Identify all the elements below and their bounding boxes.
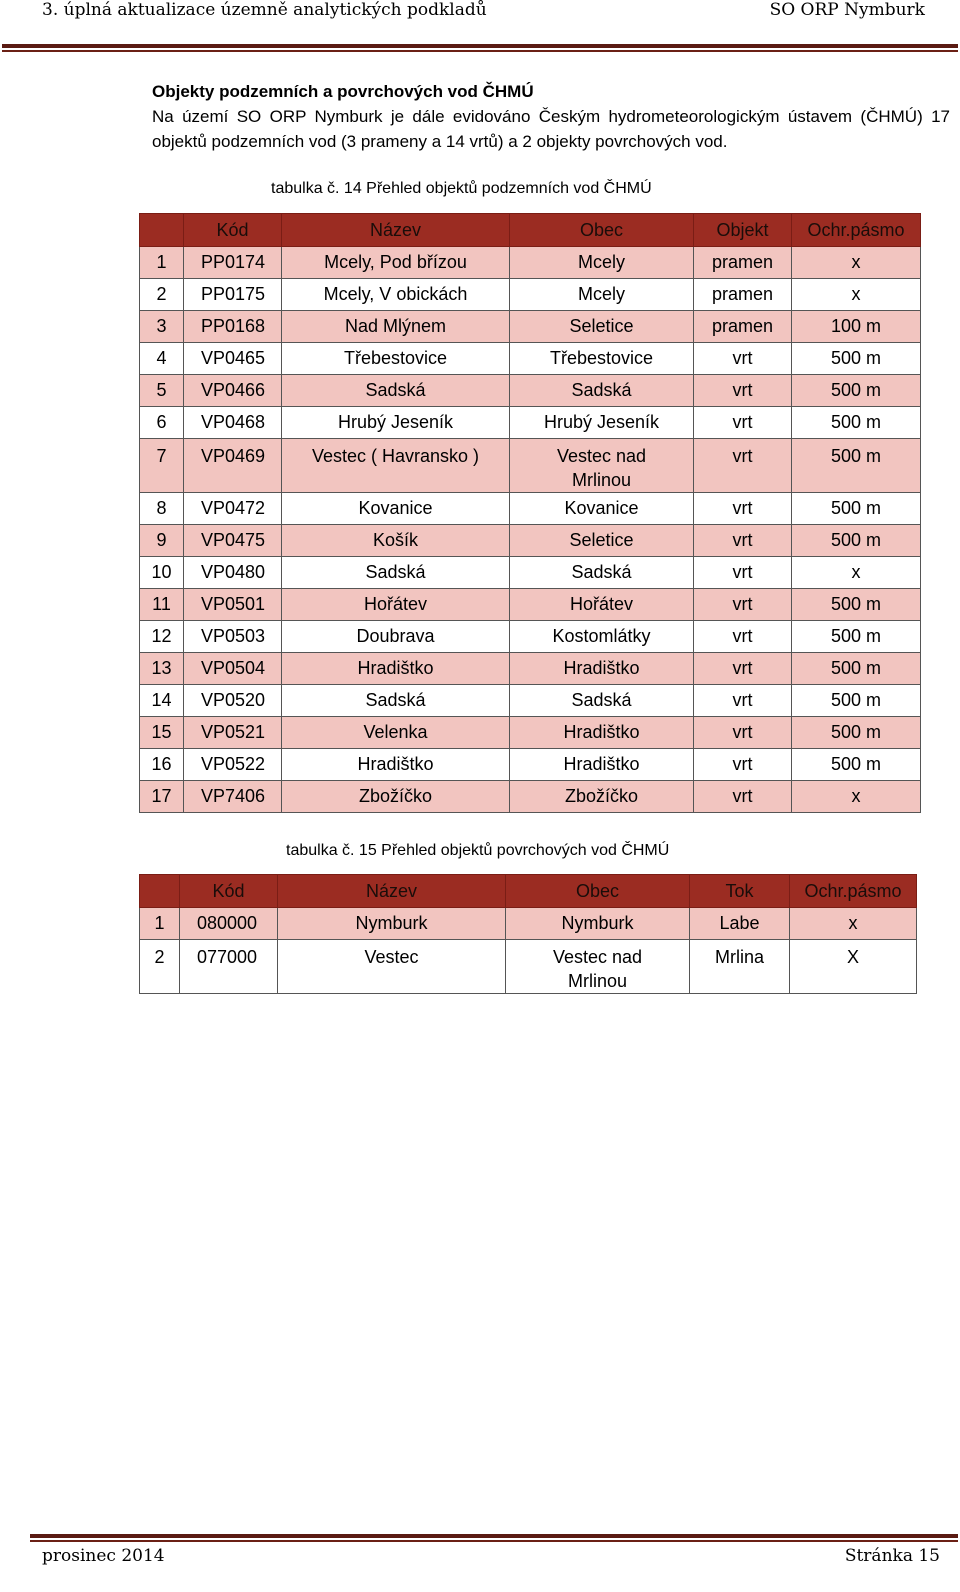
table15-header-code: Kód xyxy=(180,875,278,908)
cell-object: pramen xyxy=(694,279,792,311)
cell-code: VP0521 xyxy=(184,717,282,749)
cell-code: 080000 xyxy=(180,908,278,940)
cell-index: 14 xyxy=(140,685,184,717)
cell-protection-zone: 500 m xyxy=(792,717,921,749)
table-row xyxy=(140,685,921,717)
cell-object: vrt xyxy=(694,439,792,493)
cell-name: Sadská xyxy=(282,685,510,717)
cell-code: VP0480 xyxy=(184,557,282,589)
table15-header-name: Název xyxy=(278,875,506,908)
cell-protection-zone: 500 m xyxy=(792,621,921,653)
cell-protection-zone: x xyxy=(792,781,921,813)
cell-code: PP0175 xyxy=(184,279,282,311)
table14-header-name: Název xyxy=(282,214,510,247)
cell-code: VP0466 xyxy=(184,375,282,407)
header-organization: SO ORP Nymburk xyxy=(769,0,925,20)
cell-stream: Mrlina xyxy=(690,940,790,994)
cell-protection-zone: 500 m xyxy=(792,343,921,375)
cell-name: Velenka xyxy=(282,717,510,749)
cell-protection-zone: 100 m xyxy=(792,311,921,343)
table15-body xyxy=(140,908,917,994)
cell-protection-zone: 500 m xyxy=(792,589,921,621)
cell-index: 6 xyxy=(140,407,184,439)
cell-object: vrt xyxy=(694,621,792,653)
cell-municipality: Sadská xyxy=(510,685,694,717)
table-row xyxy=(140,557,921,589)
cell-protection-zone: 500 m xyxy=(792,653,921,685)
cell-protection-zone: x xyxy=(790,908,917,940)
cell-protection-zone: X xyxy=(790,940,917,994)
table-row xyxy=(140,653,921,685)
cell-protection-zone: 500 m xyxy=(792,525,921,557)
table-row xyxy=(140,439,921,493)
cell-index: 2 xyxy=(140,940,180,994)
cell-index: 1 xyxy=(140,247,184,279)
table15-header-protection-zone: Ochr.pásmo xyxy=(790,875,917,908)
cell-municipality: Nymburk xyxy=(506,908,690,940)
cell-code: VP0503 xyxy=(184,621,282,653)
cell-object: vrt xyxy=(694,407,792,439)
cell-name: Košík xyxy=(282,525,510,557)
cell-name: Nymburk xyxy=(278,908,506,940)
cell-municipality: Seletice xyxy=(510,311,694,343)
cell-code: VP0465 xyxy=(184,343,282,375)
cell-index: 7 xyxy=(140,439,184,493)
table-row xyxy=(140,621,921,653)
cell-index: 1 xyxy=(140,908,180,940)
cell-index: 15 xyxy=(140,717,184,749)
table-row xyxy=(140,279,921,311)
cell-protection-zone: 500 m xyxy=(792,407,921,439)
cell-code: VP0469 xyxy=(184,439,282,493)
cell-name: Mcely, V obickách xyxy=(282,279,510,311)
cell-municipality: Mcely xyxy=(510,279,694,311)
section-title: Objekty podzemních a povrchových vod ČHMÚ xyxy=(152,82,534,101)
cell-index: 9 xyxy=(140,525,184,557)
table14-header-code: Kód xyxy=(184,214,282,247)
cell-municipality: Hořátev xyxy=(510,589,694,621)
cell-protection-zone: x xyxy=(792,279,921,311)
cell-name: Doubrava xyxy=(282,621,510,653)
table-row xyxy=(140,908,917,940)
cell-code: PP0174 xyxy=(184,247,282,279)
cell-municipality: Mcely xyxy=(510,247,694,279)
cell-municipality: Kovanice xyxy=(510,493,694,525)
table15-header-municipality: Obec xyxy=(506,875,690,908)
cell-municipality: Vestec nad Mrlinou xyxy=(510,439,694,493)
cell-municipality: Hradištko xyxy=(510,653,694,685)
table-row xyxy=(140,749,921,781)
cell-protection-zone: 500 m xyxy=(792,375,921,407)
cell-municipality: Sadská xyxy=(510,375,694,407)
table-row xyxy=(140,940,917,994)
cell-object: pramen xyxy=(694,247,792,279)
footer-page-number: Stránka 15 xyxy=(844,1546,940,1566)
cell-object: vrt xyxy=(694,343,792,375)
cell-code: 077000 xyxy=(180,940,278,994)
table14-header-object: Objekt xyxy=(694,214,792,247)
cell-object: vrt xyxy=(694,653,792,685)
cell-code: VP0475 xyxy=(184,525,282,557)
cell-index: 10 xyxy=(140,557,184,589)
cell-code: VP0472 xyxy=(184,493,282,525)
cell-stream: Labe xyxy=(690,908,790,940)
cell-protection-zone: x xyxy=(792,247,921,279)
cell-municipality: Seletice xyxy=(510,525,694,557)
cell-code: VP0504 xyxy=(184,653,282,685)
header-rule-thin xyxy=(2,50,958,52)
table-surface-water-objects xyxy=(139,874,917,994)
section-paragraph: Na území SO ORP Nymburk je dále evidováno Českým hydrometeorologickým ústavem (ČHMÚ) 17 objektů podzemních vod (3 prameny a 14 vrtů) a 2 objekty povrchových vod. xyxy=(152,107,950,151)
cell-protection-zone: 500 m xyxy=(792,439,921,493)
cell-name: Sadská xyxy=(282,375,510,407)
cell-object: pramen xyxy=(694,311,792,343)
cell-name: Mcely, Pod břízou xyxy=(282,247,510,279)
table-row xyxy=(140,781,921,813)
table-row xyxy=(140,525,921,557)
cell-name: Hrubý Jeseník xyxy=(282,407,510,439)
cell-index: 12 xyxy=(140,621,184,653)
cell-object: vrt xyxy=(694,493,792,525)
cell-municipality: Hradištko xyxy=(510,749,694,781)
cell-name: Sadská xyxy=(282,557,510,589)
cell-name: Vestec ( Havransko ) xyxy=(282,439,510,493)
cell-object: vrt xyxy=(694,375,792,407)
cell-name: Nad Mlýnem xyxy=(282,311,510,343)
table15-caption: tabulka č. 15 Přehled objektů povrchových vod ČHMÚ xyxy=(286,842,670,859)
cell-code: VP0520 xyxy=(184,685,282,717)
cell-name: Vestec xyxy=(278,940,506,994)
cell-code: VP0501 xyxy=(184,589,282,621)
cell-object: vrt xyxy=(694,589,792,621)
cell-name: Zbožíčko xyxy=(282,781,510,813)
cell-object: vrt xyxy=(694,749,792,781)
cell-index: 3 xyxy=(140,311,184,343)
cell-municipality: Hrubý Jeseník xyxy=(510,407,694,439)
footer-rule-thin xyxy=(30,1540,958,1542)
cell-protection-zone: 500 m xyxy=(792,749,921,781)
footer-date: prosinec 2014 xyxy=(42,1546,165,1566)
table15-header-row xyxy=(140,875,917,908)
table14-header-row xyxy=(140,214,921,247)
cell-object: vrt xyxy=(694,717,792,749)
header-document-title: 3. úplná aktualizace územně analytických podkladů xyxy=(42,0,487,20)
cell-object: vrt xyxy=(694,781,792,813)
cell-name: Kovanice xyxy=(282,493,510,525)
cell-code: PP0168 xyxy=(184,311,282,343)
cell-municipality: Sadská xyxy=(510,557,694,589)
cell-code: VP7406 xyxy=(184,781,282,813)
cell-index: 11 xyxy=(140,589,184,621)
cell-name: Třebestovice xyxy=(282,343,510,375)
table15-header-stream: Tok xyxy=(690,875,790,908)
cell-index: 4 xyxy=(140,343,184,375)
table14-header-municipality: Obec xyxy=(510,214,694,247)
cell-index: 5 xyxy=(140,375,184,407)
cell-name: Hradištko xyxy=(282,749,510,781)
cell-protection-zone: 500 m xyxy=(792,493,921,525)
cell-municipality: Zbožíčko xyxy=(510,781,694,813)
header-rule-thick xyxy=(2,44,958,48)
cell-index: 16 xyxy=(140,749,184,781)
cell-object: vrt xyxy=(694,557,792,589)
table14-header-index xyxy=(140,214,184,247)
table-row xyxy=(140,589,921,621)
cell-municipality: Třebestovice xyxy=(510,343,694,375)
table-row xyxy=(140,717,921,749)
table-groundwater-objects xyxy=(139,213,921,813)
table14-body xyxy=(140,247,921,813)
cell-name: Hradištko xyxy=(282,653,510,685)
cell-protection-zone: 500 m xyxy=(792,685,921,717)
table-row xyxy=(140,343,921,375)
table15-header-index xyxy=(140,875,180,908)
cell-protection-zone: x xyxy=(792,557,921,589)
cell-index: 8 xyxy=(140,493,184,525)
table14-caption: tabulka č. 14 Přehled objektů podzemních vod ČHMÚ xyxy=(271,180,652,197)
cell-municipality: Vestec nad Mrlinou xyxy=(506,940,690,994)
cell-municipality: Hradištko xyxy=(510,717,694,749)
table-row xyxy=(140,375,921,407)
cell-object: vrt xyxy=(694,525,792,557)
section-intro xyxy=(152,80,960,154)
cell-code: VP0468 xyxy=(184,407,282,439)
cell-name: Hořátev xyxy=(282,589,510,621)
footer-rule-thick xyxy=(30,1534,958,1538)
table-row xyxy=(140,407,921,439)
cell-code: VP0522 xyxy=(184,749,282,781)
cell-municipality: Kostomlátky xyxy=(510,621,694,653)
table-row xyxy=(140,311,921,343)
cell-index: 13 xyxy=(140,653,184,685)
table-row xyxy=(140,493,921,525)
cell-index: 17 xyxy=(140,781,184,813)
table-row xyxy=(140,247,921,279)
cell-index: 2 xyxy=(140,279,184,311)
cell-object: vrt xyxy=(694,685,792,717)
table14-header-protection-zone: Ochr.pásmo xyxy=(792,214,921,247)
